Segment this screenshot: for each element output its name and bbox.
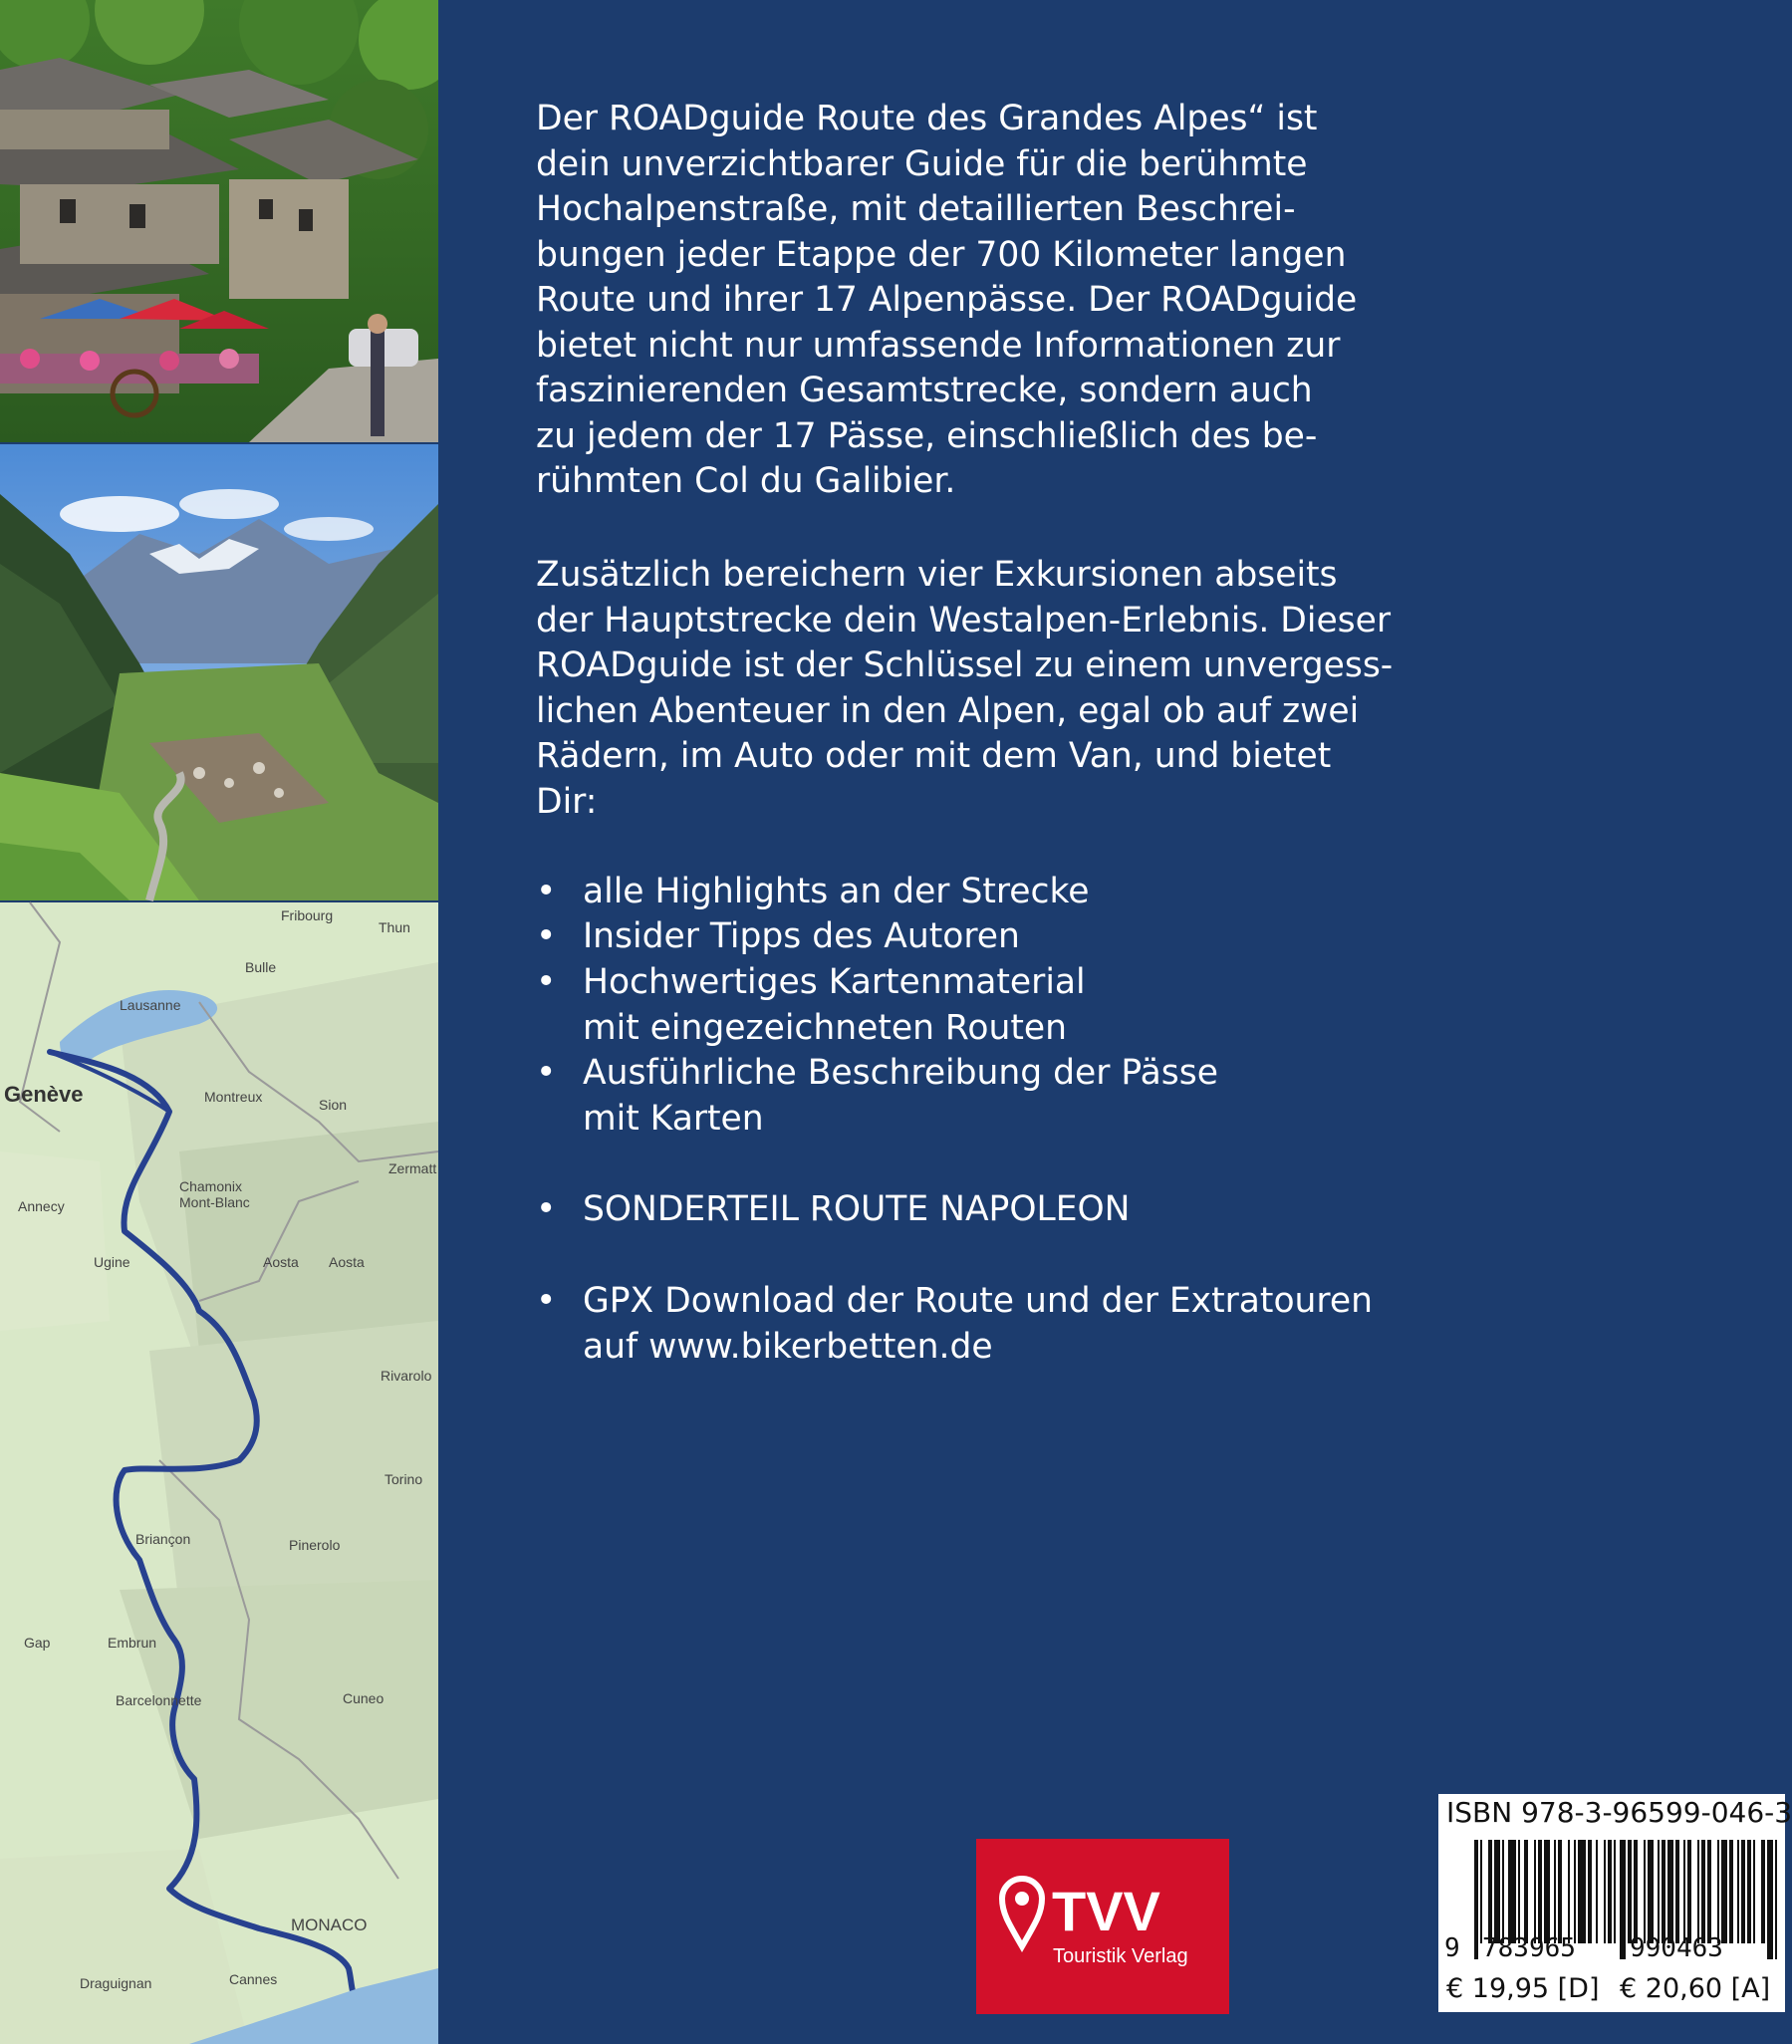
map-label-monaco: MONACO <box>291 1916 368 1934</box>
map-label-ugine: Ugine <box>94 1254 130 1270</box>
barcode-bar <box>1667 1840 1673 1943</box>
route-map <box>0 902 438 2044</box>
feature-line: mit eingezeichneten Routen <box>583 1007 1067 1048</box>
barcode-bar <box>1683 1840 1685 1943</box>
feature-text <box>583 1279 1373 1370</box>
barcode-bar <box>1658 1840 1660 1943</box>
valley-photo <box>0 444 438 900</box>
description-paragraph-1 <box>536 97 1393 505</box>
map-label-embrun: Embrun <box>108 1635 157 1651</box>
paragraph-line: dein unverzichtbarer Guide für die berühmte <box>536 143 1308 184</box>
barcode-bar <box>1554 1840 1556 1943</box>
barcode-bar <box>1741 1840 1745 1943</box>
publisher-brand: TVV <box>1052 1880 1160 1942</box>
barcode-bar <box>1717 1840 1719 1943</box>
map-label-zermatt: Zermatt <box>388 1160 437 1176</box>
feature-line: Ausführliche Beschreibung der Pässe <box>583 1053 1218 1093</box>
paragraph-line: lichen Abenteuer in den Alpen, egal ob auf zwei <box>536 690 1360 731</box>
barcode-bar <box>1524 1840 1528 1943</box>
barcode-bar <box>1697 1840 1699 1943</box>
feature-text <box>583 1051 1218 1142</box>
bullet-dot: • <box>536 1189 557 1229</box>
map-label-rivarolo: Rivarolo <box>381 1368 432 1384</box>
description-paragraph-2 <box>536 553 1393 825</box>
map-label-fribourg: Fribourg <box>281 907 334 923</box>
paragraph-line: ROADguide ist der Schlüssel zu einem unvergess- <box>536 645 1394 685</box>
barcode-bar <box>1761 1840 1765 1943</box>
barcode-bar <box>1737 1840 1739 1943</box>
barcode-bar <box>1488 1840 1492 1943</box>
barcode-bar <box>1675 1840 1679 1943</box>
bullet-dot: • <box>536 916 557 956</box>
barcode-bar <box>1608 1840 1612 1943</box>
publisher-name: Touristik Verlag <box>1053 1945 1188 1967</box>
barcode-bar <box>1518 1840 1520 1943</box>
barcode-bar <box>1502 1840 1504 1943</box>
feature-text <box>583 870 1089 915</box>
barcode-bar <box>1701 1840 1705 1943</box>
publisher-logo <box>976 1839 1229 2014</box>
map-label-cannes: Cannes <box>229 1971 278 1987</box>
paragraph-line: Rädern, im Auto oder mit dem Van, und bietet <box>536 736 1332 776</box>
bullet-dot: • <box>536 1053 557 1093</box>
barcode-bar <box>1614 1840 1616 1943</box>
paragraph-line: rühmten Col du Galibier. <box>536 461 956 501</box>
barcode-bar <box>1644 1840 1646 1943</box>
barcode-bar <box>1544 1840 1550 1943</box>
feature-line: Hochwertiges Kartenmaterial <box>583 962 1086 1002</box>
barcode-bar <box>1494 1840 1500 1943</box>
paragraph-line: bungen jeder Etappe der 700 Kilometer langen <box>536 234 1347 275</box>
barcode-bar <box>1707 1840 1711 1943</box>
isbn-barcode-box <box>1438 1794 1792 2012</box>
feature-line: alle Highlights an der Strecke <box>583 872 1090 911</box>
barcode-bar <box>1604 1840 1606 1943</box>
map-label-barcelonnette: Barcelonnette <box>116 1692 202 1708</box>
map-label-cuneo: Cuneo <box>343 1690 384 1706</box>
barcode-digits-group-2: 990463 <box>1630 1933 1723 1963</box>
feature-line: mit Karten <box>583 1098 764 1139</box>
barcode-bar <box>1687 1840 1691 1943</box>
barcode-bar <box>1480 1840 1482 1943</box>
barcode-bar <box>1534 1840 1536 1943</box>
feature-text <box>583 914 1020 960</box>
barcode-bar <box>1628 1840 1632 1943</box>
map-label-aosta-1: Aosta <box>263 1254 299 1270</box>
map-label-bulle: Bulle <box>245 959 277 975</box>
feature-line: SONDERTEIL ROUTE NAPOLEON <box>583 1189 1131 1229</box>
barcode-bar <box>1568 1840 1570 1943</box>
barcode-bar <box>1729 1840 1733 1943</box>
barcode-bar <box>1588 1840 1592 1943</box>
bullet-dot: • <box>536 872 557 911</box>
back-cover-text-panel <box>438 0 1792 2044</box>
barcode-digits-group-1: 783965 <box>1482 1933 1576 1963</box>
map-label-lausanne: Lausanne <box>120 997 181 1013</box>
barcode-bar <box>1596 1840 1598 1943</box>
map-label-annecy: Annecy <box>18 1198 65 1214</box>
map-label-torino: Torino <box>384 1471 423 1487</box>
barcode-bar <box>1634 1840 1638 1943</box>
paragraph-line: zu jedem der 17 Pässe, einschließlich des be- <box>536 415 1318 456</box>
paragraph-line: bietet nicht nur umfassende Informationen zur <box>536 325 1341 366</box>
paragraph-line: der Hauptstrecke dein Westalpen-Erlebnis. Dieser <box>536 600 1392 640</box>
paragraph-line: Dir: <box>536 781 598 822</box>
barcode-bar <box>1538 1840 1542 1943</box>
barcode-bar <box>1578 1840 1586 1943</box>
map-pin-icon <box>1002 1879 1042 1946</box>
map-label-montreux: Montreux <box>204 1089 263 1105</box>
paragraph-line: Zusätzlich bereichern vier Exkursionen abseits <box>536 555 1338 595</box>
map-label-sion: Sion <box>319 1097 348 1113</box>
barcode-digits <box>1438 1933 1785 1967</box>
bullet-dot: • <box>536 962 557 1002</box>
map-label-mont-blanc: Mont-Blanc <box>179 1194 250 1210</box>
feature-line: GPX Download der Route und der Extratouren <box>583 1281 1373 1321</box>
barcode-bar <box>1747 1840 1751 1943</box>
paragraph-line: Hochalpenstraße, mit detaillierten Beschrei- <box>536 189 1296 229</box>
price-germany: € 19,95 [D] <box>1446 1973 1600 2004</box>
barcode-bar <box>1574 1840 1576 1943</box>
bullet-dot: • <box>536 1281 557 1321</box>
barcode-bar <box>1662 1840 1665 1943</box>
map-label-chamonix: Chamonix <box>179 1178 243 1194</box>
paragraph-line: Der ROADguide Route des Grandes Alpes“ ist <box>536 99 1318 138</box>
paragraph-line: faszinierenden Gesamtstrecke, sondern auch <box>536 371 1313 410</box>
barcode-bar <box>1508 1840 1516 1943</box>
feature-line: auf www.bikerbetten.de <box>583 1326 993 1367</box>
barcode-bar <box>1721 1840 1727 1943</box>
feature-line: Insider Tipps des Autoren <box>583 916 1020 956</box>
map-label-aosta-2: Aosta <box>329 1254 365 1270</box>
map-label-gap: Gap <box>24 1635 51 1651</box>
map-label-geneve: Genève <box>4 1082 84 1107</box>
village-photo <box>0 0 438 442</box>
barcode-bar <box>1648 1840 1654 1943</box>
paragraph-line: Route und ihrer 17 Alpenpässe. Der ROADguide <box>536 280 1358 320</box>
barcode-digit-first: 9 <box>1444 1933 1460 1963</box>
isbn-number: ISBN 978-3-96599-046-3 <box>1446 1796 1792 1829</box>
barcode-bar <box>1753 1840 1755 1943</box>
feature-text <box>583 960 1086 1051</box>
map-label-briancon: Briançon <box>135 1531 191 1547</box>
feature-text <box>583 1187 1131 1233</box>
barcode-bar <box>1558 1840 1562 1943</box>
map-label-pinerolo: Pinerolo <box>289 1537 341 1553</box>
map-label-draguignan: Draguignan <box>80 1975 152 1991</box>
map-label-thun: Thun <box>379 919 410 935</box>
price-austria: € 20,60 [A] <box>1620 1973 1771 2004</box>
